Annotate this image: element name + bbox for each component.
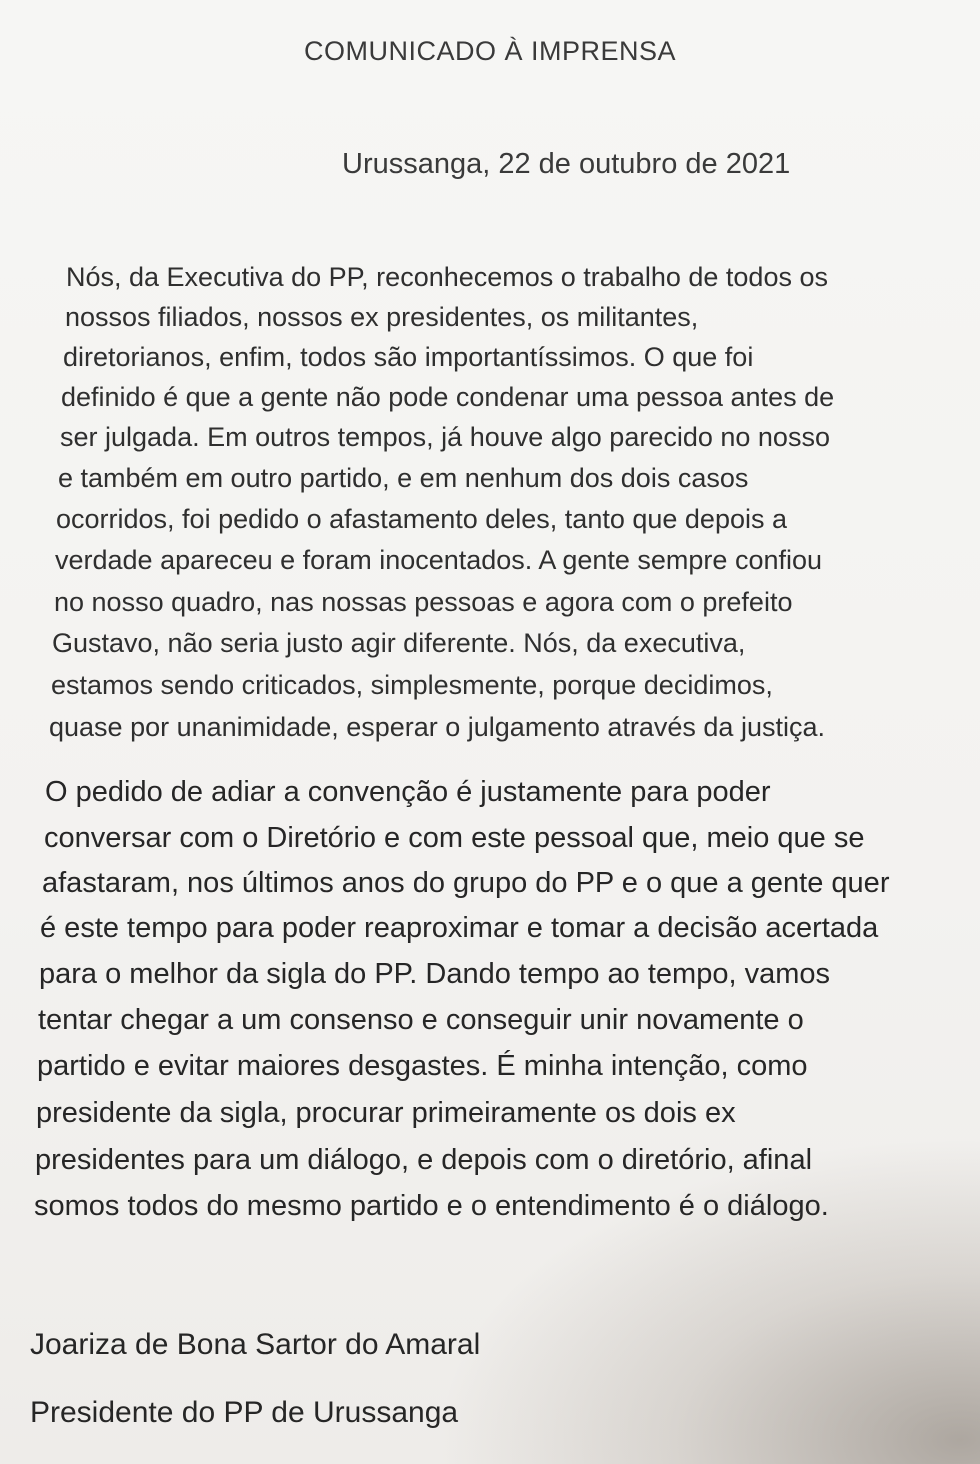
paragraph-line: estamos sendo criticados, simplesmente, porque decidimos, xyxy=(51,670,773,700)
paragraph-line: definido é que a gente não pode condenar uma pessoa antes de xyxy=(61,382,835,412)
paragraph-line: afastaram, nos últimos anos do grupo do PP e o que a gente quer xyxy=(42,867,890,899)
paragraph-line: no nosso quadro, nas nossas pessoas e agora com o prefeito xyxy=(54,587,793,617)
document-date: Urussanga, 22 de outubro de 2021 xyxy=(342,148,791,180)
paragraph-line: presidentes para um diálogo, e depois com o diretório, afinal xyxy=(35,1144,813,1176)
paragraph-line: O pedido de adiar a convenção é justamente para poder xyxy=(45,776,771,808)
paragraph-line: somos todos do mesmo partido e o entendimento é o diálogo. xyxy=(34,1190,829,1222)
paragraph-line: tentar chegar a um consenso e conseguir unir novamente o xyxy=(38,1004,804,1036)
document-title: COMUNICADO À IMPRENSA xyxy=(303,36,677,66)
paragraph-line: Nós, da Executiva do PP, reconhecemos o trabalho de todos os xyxy=(66,262,828,292)
paragraph-line: nossos filiados, nossos ex presidentes, os militantes, xyxy=(65,302,699,332)
paragraph-line: para o melhor da sigla do PP. Dando tempo ao tempo, vamos xyxy=(39,958,830,990)
paragraph-line: ser julgada. Em outros tempos, já houve algo parecido no nosso xyxy=(60,422,830,452)
paragraph-line: ocorridos, foi pedido o afastamento deles, tanto que depois a xyxy=(56,504,787,534)
paragraph-line: partido e evitar maiores desgastes. É minha intenção, como xyxy=(37,1050,808,1082)
paragraph-line: Gustavo, não seria justo agir diferente. Nós, da executiva, xyxy=(52,628,746,658)
paragraph-line: conversar com o Diretório e com este pessoal que, meio que se xyxy=(44,822,865,854)
paragraph-line: e também em outro partido, e em nenhum dos dois casos xyxy=(58,463,749,493)
paragraph-line: quase por unanimidade, esperar o julgamento através da justiça. xyxy=(49,712,825,742)
paragraph-line: diretorianos, enfim, todos são importantíssimos. O que foi xyxy=(63,342,754,372)
signature-role: Presidente do PP de Urussanga xyxy=(30,1396,459,1429)
paragraph-line: presidente da sigla, procurar primeiramente os dois ex xyxy=(36,1097,736,1129)
signature-name: Joariza de Bona Sartor do Amaral xyxy=(30,1328,481,1361)
paragraph-line: é este tempo para poder reaproximar e tomar a decisão acertada xyxy=(40,912,879,944)
paragraph-line: verdade apareceu e foram inocentados. A gente sempre confiou xyxy=(55,545,823,575)
